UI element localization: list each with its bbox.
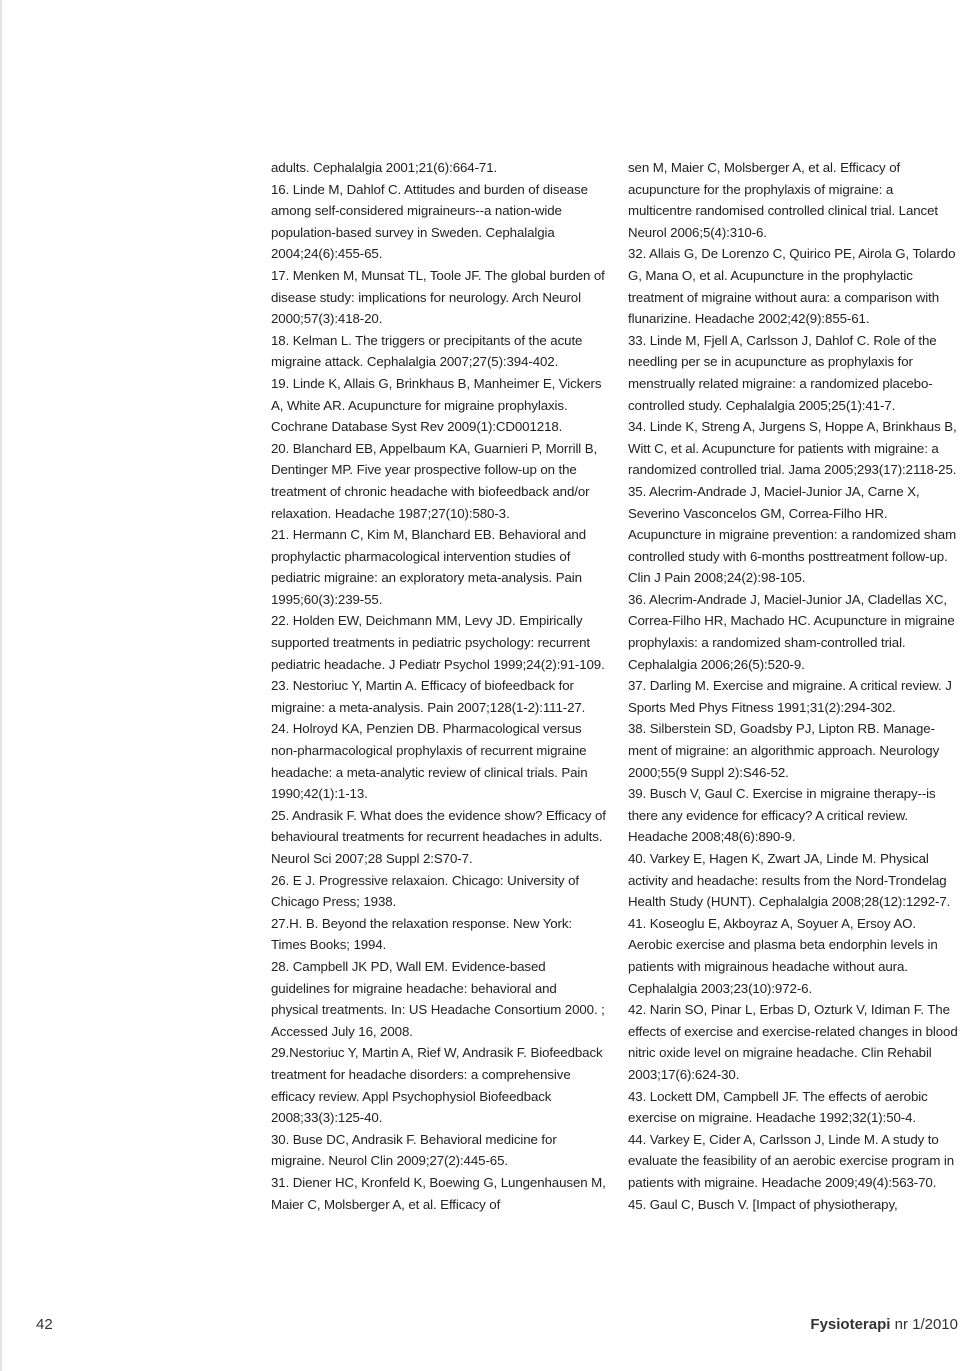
- reference-entry: 22. Holden EW, Deichmann MM, Levy JD. Empirically supported treatments in pediatric psychology: recurrent pediatric headache. J Pediatr Psychol 1999;24(2):91-109.: [271, 613, 605, 672]
- reference-entry: adults. Cephalalgia 2001;21(6):664-71.: [271, 160, 498, 175]
- reference-entry: 24. Holroyd KA, Penzien DB. Pharmacological versus non-pharmacological prophylaxis of recurrent migraine headache: a meta-analytic review of clinical trials. Pain 1990;42(1):1-13.: [271, 721, 588, 802]
- reference-entry: 27.H. B. Beyond the relaxation response. New York: Times Books; 1994.: [271, 915, 573, 953]
- reference-entry: 45. Gaul C, Busch V. [Impact of physiotherapy,: [628, 1196, 898, 1212]
- page-number: 42: [36, 1316, 53, 1333]
- reference-entry: 16. Linde M, Dahlof C. Attitudes and burden of disease among self-considered migraineurs--a nation-wide population-based survey in Sweden. Cephalalgia 2004;24(6):455-65.: [271, 181, 588, 262]
- reference-entry: sen M, Maier C, Molsberger A, et al. Efficacy of acupuncture for the prophylaxis of migraine: a multicentre randomised controlled clinical trial. Lancet Neurol 2006;5(4):310-6.: [628, 160, 938, 240]
- journal-footer: [810, 1316, 958, 1333]
- reference-list-right: [628, 157, 958, 1215]
- reference-entry: 21. Hermann C, Kim M, Blanchard EB. Behavioral and prophylactic pharmacological intervention studies of pediatric migraine: an exploratory meta-analysis. Pain 1995;60(3):239-55.: [271, 527, 587, 607]
- reference-entry: 26. E J. Progressive relaxaion. Chicago: University of Chicago Press; 1938.: [271, 872, 579, 910]
- reference-entry: 37. Darling M. Exercise and migraine. A critical review. J Sports Med Phys Fitness 1991;31(2):294-302.: [628, 678, 952, 715]
- reference-entry: 25. Andrasik F. What does the evidence show? Efficacy of behavioural treatments for recurrent headaches in adults. Neurol Sci 2007;28 Suppl 2:S70-7.: [271, 807, 606, 866]
- reference-entry: 28. Campbell JK PD, Wall EM. Evidence-based guidelines for migraine headache: behavioral and physical treatments. In: US Headache Consortium 2000. ; Accessed July 16, 2008.: [271, 958, 605, 1039]
- journal-name: Fysioterapi: [810, 1316, 891, 1333]
- reference-entry: 42. Narin SO, Pinar L, Erbas D, Ozturk V, Idiman F. The effects of exercise and exercise-related changes in blood nitric oxide level on migraine headache. Clin Rehabil 2003;17(6):624-30.: [628, 1002, 958, 1082]
- reference-entry: 33. Linde M, Fjell A, Carlsson J, Dahlof C. Role of the needling per se in acupuncture as prophylaxis for menstrually related migraine: a randomized placebo-controlled study. Cephalalgia 2005;25(1):41-7.: [628, 332, 937, 413]
- reference-entry: 20. Blanchard EB, Appelbaum KA, Guarnieri P, Morrill B, Dentinger MP. Five year prospective follow-up on the treatment of chronic headache with biofeedback and/or relaxation. Headache 1987;27(10):580-3.: [271, 440, 598, 521]
- reference-entry: 19. Linde K, Allais G, Brinkhaus B, Manheimer E, Vickers A, White AR. Acupuncture for migraine prophylaxis. Cochrane Database Syst Rev 2009(1):CD001218.: [271, 375, 602, 435]
- page-edge-rule: [0, 0, 2, 1371]
- reference-entry: 35. Alecrim-Andrade J, Maciel-Junior JA, Carne X, Severino Vasconcelos GM, Correa-Filho HR. Acupuncture in migraine prevention: a randomized sham controlled study with 6-months posttreatment follow-up. Clin J Pain 2008;24(2):98-105.: [628, 483, 957, 586]
- reference-entry: 36. Alecrim-Andrade J, Maciel-Junior JA, Cladellas XC, Correa-Filho HR, Machado HC. Acupuncture in migraine prophylaxis: a randomized sham-controlled trial. Cephalalgia 2006;26(5):520-9.: [628, 591, 955, 672]
- reference-entry: 34. Linde K, Streng A, Jurgens S, Hoppe A, Brinkhaus B, Witt C, et al. Acupuncture for patients with migraine: a randomized controlled trial. Jama 2005;293(17):2118-25.: [628, 419, 957, 478]
- reference-entry: 17. Menken M, Munsat TL, Toole JF. The global burden of disease study: implications for neurology. Arch Neurol 2000;57(3):418-20.: [271, 267, 605, 327]
- reference-entry: 32. Allais G, De Lorenzo C, Quirico PE, Airola G, Tolardo G, Mana O, et al. Acupuncture in the prophylactic treatment of migraine without aura: a comparison with flunarizine. Headache 2002;42(9):855-61.: [628, 246, 956, 327]
- journal-issue: nr 1/2010: [894, 1316, 958, 1333]
- reference-list-left: [271, 157, 607, 1215]
- reference-entry: 23. Nestoriuc Y, Martin A. Efficacy of biofeedback for migraine: a meta-analysis. Pain 2007;128(1-2):111-27.: [271, 678, 586, 715]
- reference-entry: 40. Varkey E, Hagen K, Zwart JA, Linde M. Physical activity and headache: results from the Nord-Trondelag Health Study (HUNT). Cephalalgia 2008;28(12):1292-7.: [628, 851, 951, 910]
- reference-entry: 18. Kelman L. The triggers or precipitants of the acute migraine attack. Cephalalgia 2007;27(5):394-402.: [271, 332, 583, 370]
- reference-entry: 29.Nestoriuc Y, Martin A, Rief W, Andrasik F. Biofeedback treatment for headache disorders: a comprehensive efficacy review. Appl Psychophysiol Biofeedback 2008;33(3):125-40.: [271, 1045, 603, 1126]
- reference-entry: 38. Silberstein SD, Goadsby PJ, Lipton RB. Management of migraine: an algorithmic approach. Neurology 2000;55(9 Suppl 2):S46-52.: [628, 721, 940, 780]
- reference-entry: 43. Lockett DM, Campbell JF. The effects of aerobic exercise on migraine. Headache 1992;32(1):50-4.: [628, 1088, 928, 1126]
- reference-entry: 31. Diener HC, Kronfeld K, Boewing G, Lungenhausen M, Maier C, Molsberger A, et al. Efficacy of: [271, 1174, 606, 1212]
- reference-entry: 39. Busch V, Gaul C. Exercise in migraine therapy--is there any evidence for efficacy? A critical review. Headache 2008;48(6):890-9.: [628, 786, 936, 845]
- reference-entry: 30. Buse DC, Andrasik F. Behavioral medicine for migraine. Neurol Clin 2009;27(2):445-65.: [271, 1131, 557, 1169]
- reference-entry: 41. Koseoglu E, Akboyraz A, Soyuer A, Ersoy AO. Aerobic exercise and plasma beta endorphin levels in patients with migrainous headache without aura. Cephalalgia 2003;23(10):972-6.: [628, 915, 938, 996]
- reference-entry: 44. Varkey E, Cider A, Carlsson J, Linde M. A study to evaluate the feasibility of an aerobic exercise program in patients with migraine. Headache 2009;49(4):563-70.: [628, 1131, 955, 1190]
